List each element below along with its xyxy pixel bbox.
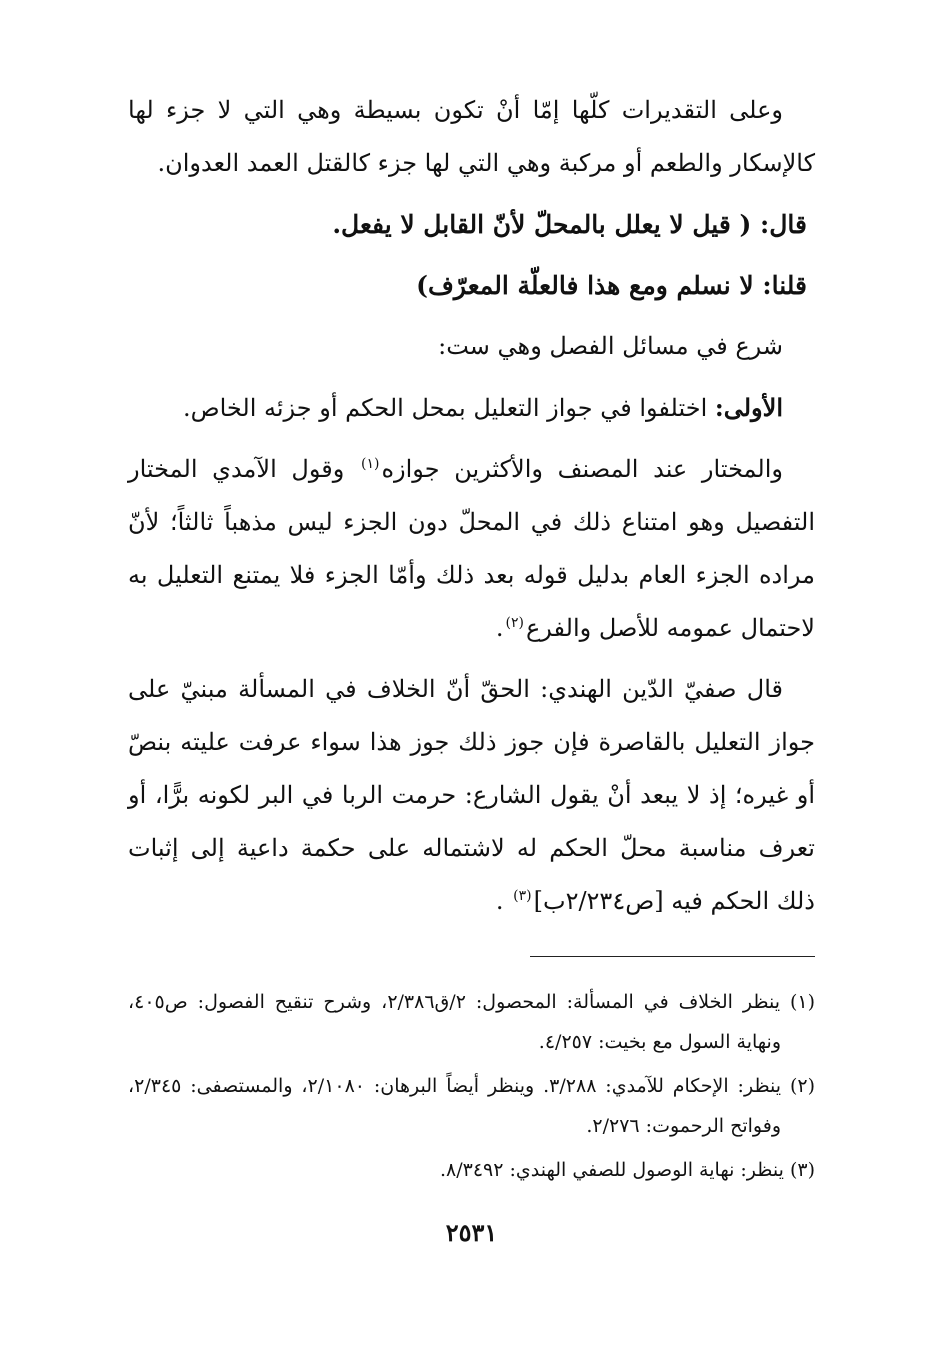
footnote-separator <box>530 956 815 957</box>
paragraph-safi-al-din-part-b: . <box>495 887 512 915</box>
paragraph-chosen-view-part-c: . <box>495 614 504 642</box>
issue-text: اختلفوا في جواز التعليل بمحل الحكم أو جزئه الخاص. <box>182 394 715 422</box>
paragraph-safi-al-din <box>128 663 815 928</box>
issue-label: الأولى: <box>714 393 783 422</box>
quoted-text-line-2: قلنا: لا نسلم ومع هذا فالعلّة المعرّف) <box>416 271 807 300</box>
page-number: ٢٥٣١ <box>445 1218 498 1247</box>
paragraph-chosen-view-part-b: وقول الآمدي المختار التفصيل وهو امتناع ذلك في المحلّ دون الجزء ليس مذهباً ثالثاً؛ لأنّ مراده الجزء العام بدليل قوله بعد ذلك وأمّا الجزء فلا يمتنع التعليل به لاحتمال عمومه للأصل والفرع <box>128 455 815 642</box>
paragraph-safi-al-din-part-a: قال صفيّ الدّين الهندي: الحقّ أنّ الخلاف في المسألة مبنيّ على جواز التعليل بالقاصرة فإن جوز ذلك جوز هذا سواء عرفت عليته بنصّ أو غيره؛ إذ لا يبعد أنْ يقول الشارع: حرمت الربا في البر لكونه برًّا، أو تعرف مناسبة محلّ الحكم له لاشتماله على حكمة داعية إلى إثبات ذلك الحكم فيه [ص٢/٢٣٤ب] <box>128 675 815 915</box>
footnote-2: (٢) ينظر: الإحكام للآمدي: ٣/٢٨٨. وينظر أيضاً البرهان: ٢/١٠٨٠، والمستصفى: ٢/٣٤٥، وفواتح الرحموت: ٢/٢٧٦. <box>128 1075 815 1137</box>
footnote-1: (١) ينظر الخلاف في المسألة: المحصول: ٢/ق٢/٣٨٦، وشرح تنقيح الفصول: ص٤٠٥، ونهاية السول مع بخيت: ٤/٢٥٧. <box>128 991 815 1053</box>
footnotes <box>128 982 815 1194</box>
quoted-text-line-1: قال: ( قيل لا يعلل بالمحلّ لأنّ القابل لا يفعل. <box>332 210 807 239</box>
footnote-3: (٣) ينظر: نهاية الوصول للصفي الهندي: ٨/٣٤٩٢. <box>439 1159 815 1181</box>
main-text <box>128 84 815 936</box>
paragraph-chosen-view <box>128 443 815 655</box>
footnote-ref-3[interactable]: (٣) <box>513 888 532 904</box>
paragraph-1: وعلى التقديرات كلّها إمّا أنْ تكون بسيطة وهي التي لا جزء لها كالإسكار والطعم أو مركبة وهي التي لها جزء كالقتل العمد العدوان. <box>128 96 815 177</box>
paragraph-intro: شرع في مسائل الفصل وهي ست: <box>438 332 783 360</box>
paragraph-first-issue <box>128 381 815 435</box>
paragraph-chosen-view-part-a: والمختار عند المصنف والأكثرين جوازه <box>381 455 784 483</box>
footnote-ref-2[interactable]: (٢) <box>505 615 524 631</box>
footnote-ref-1[interactable]: (١) <box>361 456 380 472</box>
